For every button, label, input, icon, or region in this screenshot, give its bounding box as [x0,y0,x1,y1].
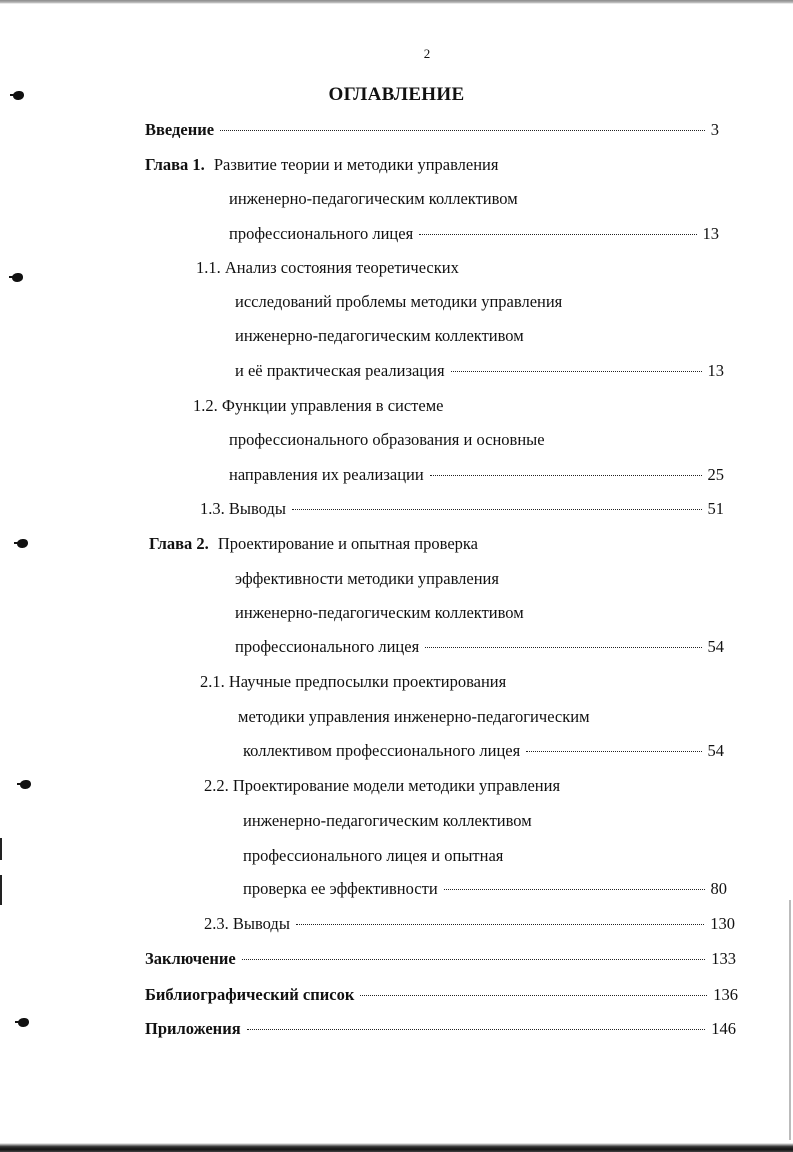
section-number: 2.2. [204,776,229,795]
section-title-line: инженерно-педагогическим коллективом [235,326,524,345]
leader-dots [425,647,701,648]
section-2-2-heading [204,774,560,798]
toc-entry-section-1-3 [200,497,724,521]
binding-hole-mark [18,1018,29,1027]
toc-page-number: 3 [710,120,719,139]
section-title-line: коллективом профессионального лицея [243,741,521,760]
chapter-title-line: инженерно-педагогическим коллективом [235,603,524,622]
toc-entry-chapter-1 [229,222,719,246]
section-title-line: и её практическая реализация [235,361,445,380]
leader-dots [419,234,696,235]
toc-entry-appendices [145,1017,736,1041]
section-title-line: направления их реализации [229,465,424,484]
section-2-1-heading [200,670,506,694]
section-number: 1.1. [196,258,221,277]
section-title-line: инженерно-педагогическим коллективом [243,811,532,830]
toc-page-number: 133 [711,949,736,968]
page-title: ОГЛАВЛЕНИЕ [328,84,465,105]
toc-entry-section-1-2 [229,463,724,487]
toc-entry-section-2-3 [204,912,735,936]
chapter-title-line: Развитие теории и методики управления [213,155,499,174]
toc-entry-chapter-2 [235,635,724,659]
section-title-line: Проектирование модели методики управления [232,776,561,795]
chapter-1-heading [145,153,498,177]
binding-hole-mark [17,539,28,548]
chapter-title-line: профессионального лицея [235,637,420,656]
toc-entry-section-1-1 [235,359,724,383]
toc-page-number: 51 [707,499,724,518]
section-title-line: Анализ состояния теоретических [224,258,459,277]
section-number: 2.1. [200,672,225,691]
section-title-line: Выводы [228,499,286,518]
section-number: 2.3. [204,914,229,933]
chapter-title-line: Проектирование и опытная проверка [217,534,478,553]
section-title-line: Функции управления в системе [221,396,444,415]
section-1-2-heading [193,394,443,418]
toc-page-number: 130 [710,914,735,933]
scan-right-edge [789,900,791,1140]
section-heading [204,912,290,936]
toc-page-number: 80 [710,879,727,898]
toc-page-number: 136 [713,985,738,1004]
scan-bottom-edge [0,1143,793,1152]
leader-dots [292,509,702,510]
leader-dots [296,924,704,925]
binding-hole-mark [12,273,23,282]
section-1-1-heading [196,256,459,280]
scan-edge-line [0,838,2,860]
leader-dots [444,889,705,890]
toc-page-number: 13 [707,361,724,380]
toc-entry-label: Библиографический список [145,985,355,1004]
page-number: 2 [423,46,431,61]
toc-page-number: 54 [707,741,724,760]
chapter-title-line: эффективности методики управления [235,569,499,588]
chapter-title-line: инженерно-педагогическим коллективом [229,189,518,208]
leader-dots [451,371,702,372]
section-title-line: профессионального образования и основные [229,430,545,449]
section-title-line: исследований проблемы методики управления [235,292,563,311]
chapter-2-heading [149,532,478,556]
toc-entry-intro [145,118,719,142]
section-title-line: Выводы [232,914,290,933]
toc-entry-label: Приложения [145,1019,241,1038]
leader-dots [430,475,702,476]
scan-edge-line [0,875,2,905]
section-heading [200,497,286,521]
section-title-line: Научные предпосылки проектирования [228,672,507,691]
leader-dots [526,751,701,752]
toc-entry-bibliography [145,983,738,1007]
chapter-title-line: профессионального лицея [229,224,414,243]
toc-entry-conclusion [145,947,736,971]
toc-entry-section-2-2 [243,877,727,901]
toc-page-number: 146 [711,1019,736,1038]
section-number: 1.3. [200,499,225,518]
toc-entry-label: Введение [145,120,215,139]
leader-dots [247,1029,706,1030]
leader-dots [242,959,706,960]
toc-entry-section-2-1 [243,739,724,763]
section-title-line: проверка ее эффективности [243,879,438,898]
section-number: 1.2. [193,396,218,415]
section-title-line: профессионального лицея и опытная [243,846,504,865]
chapter-label: Глава 1. [145,155,205,174]
leader-dots [360,995,707,996]
toc-page-number: 25 [707,465,724,484]
toc-page-number: 13 [702,224,719,243]
chapter-label: Глава 2. [149,534,209,553]
scan-top-edge [0,0,793,4]
toc-entry-label: Заключение [145,949,236,968]
section-title-line: методики управления инженерно-педагогическим [238,707,590,726]
toc-page-number: 54 [707,637,724,656]
binding-hole-mark [20,780,31,789]
leader-dots [220,130,705,131]
